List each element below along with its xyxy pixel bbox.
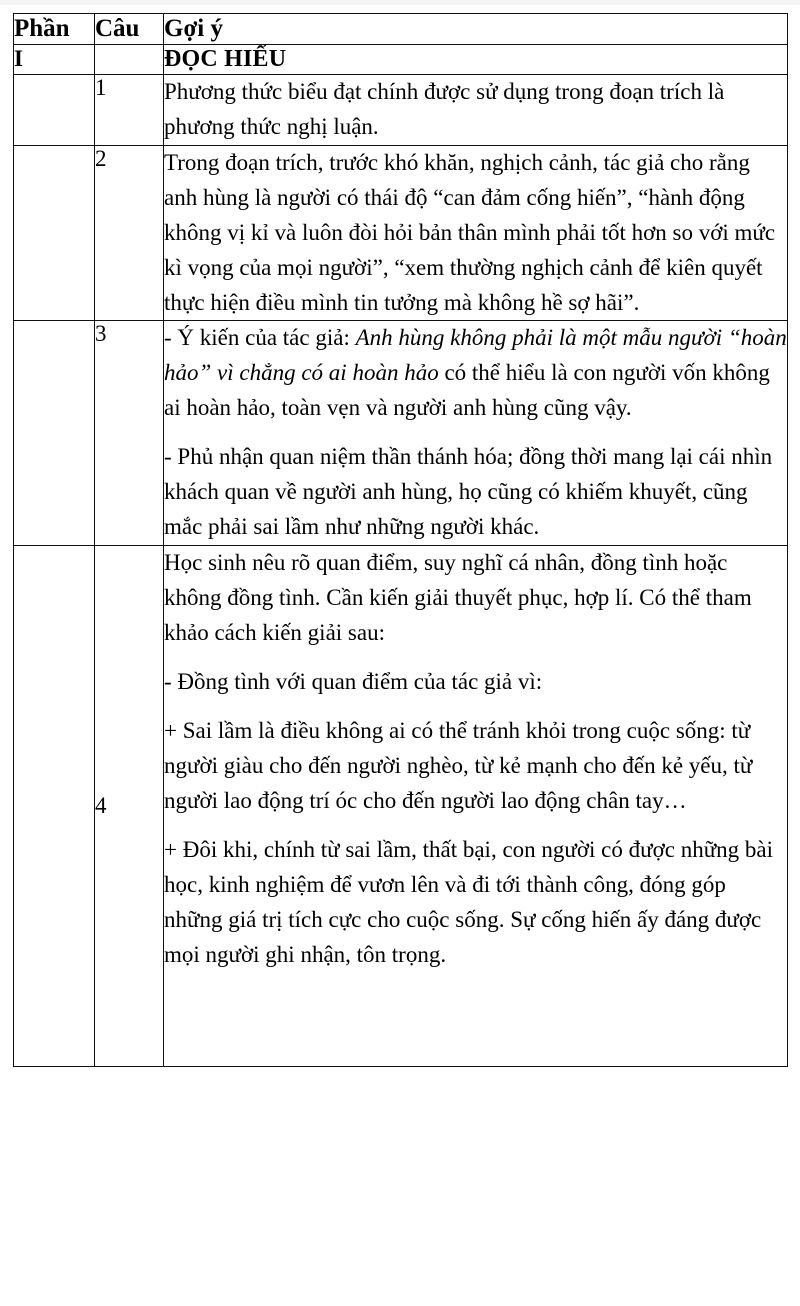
paragraph [164,546,787,651]
text-segment: + Sai lầm là điều không ai có thể tránh khỏi trong cuộc sống: từ người giàu cho đến người nghèo, từ kẻ mạnh cho đến kẻ yếu, từ người lao động trí óc cho đến người lao động chân tay… [164,718,753,813]
table-row [14,546,788,1067]
row-part-empty-2 [14,145,95,321]
paragraph [164,714,787,819]
row-number-4: 4 [95,546,164,1067]
text-segment: có thể hiểu là con người vốn không ai hoàn hảo, toàn vẹn và người anh hùng cũng vậy. [164,360,770,421]
row-number-3: 3 [95,321,164,546]
answer-key-table [13,13,788,1067]
column-header-question: Câu [95,14,164,45]
text-segment-italic: Anh hùng không phải là một mẫu người “hoàn hảo” vì chẳng có ai hoàn hảo [164,325,787,386]
table-header-row [14,14,788,45]
paragraph [164,146,787,321]
paragraph [164,833,787,973]
column-header-hint: Gợi ý [164,14,788,45]
text-segment: Trong đoạn trích, trước khó khăn, nghịch cảnh, tác giả cho rằng anh hùng là người có thái độ “can đảm cống hiến”, “hành động không vị kỉ và luôn đòi hỏi bản thân mình phải tốt hơn so với mức kì vọng của mọi người”, “xem thường nghịch cảnh để kiên quyết thực hiện điều mình tin tưởng mà không hề sợ hãi”. [164,149,776,315]
section-part-label: I [14,45,95,75]
column-header-part: Phần [14,14,95,45]
row-content-1 [164,74,788,145]
text-segment: Học sinh nêu rõ quan điểm, suy nghĩ cá nhân, đồng tình hoặc không đồng tình. Cần kiến giải thuyết phục, hợp lí. Có thể tham khảo cách kiến giải sau: [164,550,752,646]
table-row [14,74,788,145]
section-question-empty [95,45,164,75]
table-row [14,145,788,321]
row-number-2: 2 [95,145,164,321]
text-segment: - Đồng tình với quan điểm của tác giả vì: [164,669,543,695]
paragraph [164,665,787,700]
text-segment: + Đôi khi, chính từ sai lầm, thất bại, con người có được những bài học, kinh nghiệm để vươn lên và đi tới thành công, đóng góp những giá trị tích cực cho cuộc sống. Sự cống hiến ấy đáng được mọi người ghi nhận, tôn trọng. [164,836,774,967]
row-part-empty-4 [14,546,95,1067]
paragraph [164,440,787,545]
row-content-3 [164,321,788,546]
table-row [14,321,788,546]
text-segment: Phương thức biểu đạt chính được sử dụng trong đoạn trích là phương thức nghị luận. [164,78,725,139]
paragraph [164,321,787,426]
section-title: ĐỌC HIỂU [164,45,788,75]
row-content-2 [164,145,788,321]
row-content-4 [164,546,788,1067]
text-segment: - Ý kiến của tác giả: [164,325,356,351]
row-part-empty-1 [14,74,95,145]
row-part-empty-3 [14,321,95,546]
paragraph [164,75,787,145]
text-segment: - Phủ nhận quan niệm thần thánh hóa; đồng thời mang lại cái nhìn khách quan về người anh hùng, họ cũng có khiếm khuyết, cũng mắc phải sai lầm như những người khác. [164,444,773,540]
scan-top-band [0,0,800,5]
row-number-1: 1 [95,74,164,145]
section-row [14,45,788,75]
